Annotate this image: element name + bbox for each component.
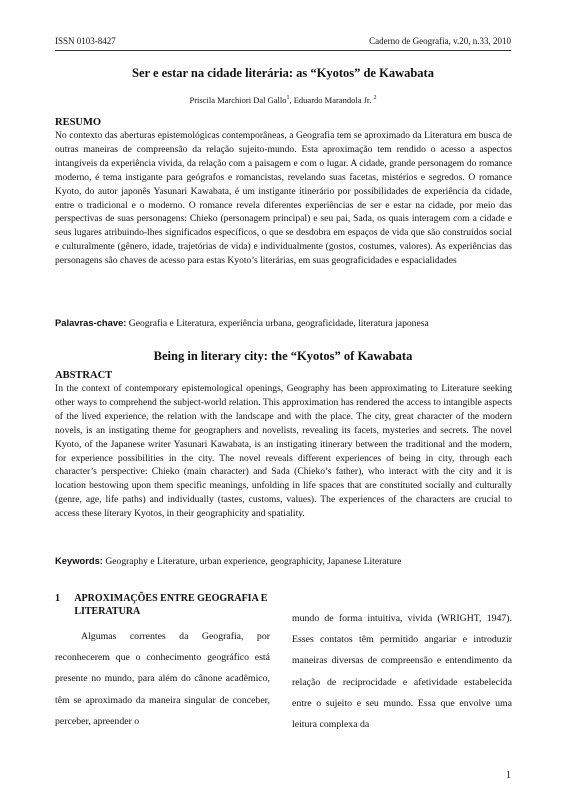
authors-line: [55, 95, 511, 105]
abstract-heading: ABSTRACT: [55, 370, 113, 381]
author-1-note: 1: [286, 95, 290, 102]
keywords-en-label: Keywords:: [55, 555, 103, 566]
author-1: Priscila Marchiori Dal Gallo: [189, 95, 287, 105]
keywords-pt: [55, 317, 512, 329]
column-left-text: Algumas correntes da Geografia, por reconhecerem que o conhecimento geográfico está presente no mundo, para além do cânone acadêmico, têm se aproximado da maneira singular de conceber, perceber, apreender o: [55, 631, 270, 727]
keywords-pt-text: Geografia e Literatura, experiência urbana, geograficidade, literatura japonesa: [126, 318, 429, 329]
section-1-title: APROXIMAÇÕES ENTRE GEOGRAFIA E LITERATURA: [74, 593, 268, 617]
author-2: Eduardo Marandola Jr.: [293, 95, 372, 105]
keywords-en-text: Geography e Literature, urban experience, geographicity, Japanese Literature: [102, 556, 402, 567]
issn-label: ISSN 0103-8427: [55, 36, 116, 46]
title-english: Being in literary city: the “Kyotos” of Kawabata: [153, 349, 413, 363]
keywords-en: [55, 555, 512, 567]
running-header: [55, 36, 511, 51]
journal-label: Caderno de Geografia, v.20, n.33, 2010: [369, 36, 511, 46]
page-number: 1: [506, 770, 511, 781]
abstract-text: In the context of contemporary epistemological openings, Geography has been approximating to Literature seeking other ways to comprehend the subject-world relation. This approximation has rendered the access to intangible aspects of the lived experience, the relation with the landscape and with the place. The city, great character of the modern novels, is an instigating theme for geographers and novelists, revealing its facets, mysteries and secrets. The novel Kyoto, of the Japanese writer Yasunari Kawabata, is an instigating itinerary between the traditional and the modern, for experience possibilities in the city. The novel reveals different experiences of being in city, through each character’s perspective: Chieko (main character) and Sada (Chieko’s father), who interact with the city and it is location bestowing upon them specific meanings, unfolding in life spaces that are constituted socially and culturally (genre, age, life paths) and individually (tastes, customs, values). The experiences of the characters are crucial to access these literary Kyotos, in their geographicity and spatiality.: [55, 383, 512, 520]
resumo-heading: RESUMO: [55, 117, 102, 128]
keywords-pt-label: Palavras-chave:: [55, 317, 127, 328]
author-2-note: 2: [373, 95, 377, 102]
section-1-number: 1: [55, 593, 60, 604]
section-1-heading: [55, 592, 285, 618]
column-right-text: mundo de forma intuitiva, vivida (WRIGHT, 1947). Esses contatos têm permitido angariar e introduzir maneiras diversas de compreensão e entendimento da relação de reciprocidade e afetividade estabelecida entre o sujeito e seu mundo. Essa que envolve uma leitura complexa da: [292, 613, 512, 731]
author-separator: ,: [289, 95, 294, 105]
resumo-text: No contexto das aberturas epistemológicas contemporâneas, a Geografia tem se aproximado da Literatura em busca de outras maneiras de compreensão da relação sujeito-mundo. Esta aproximação tem rendido o acesso a aspectos intangíveis da experiência vivida, da relação com a paisagem e com o lugar. A cidade, grande personagem do romance moderno, é tema instigante para geógrafos e romancistas, revelando suas facetas, mistérios e segredos. O romance Kyoto, do autor japonês Yasunari Kawabata, é um instigante itinerário por possibilidades de experiência da cidade, entre o tradicional e o moderno. O romance revela diferentes experiências de ser e estar na cidade, por meio das perspectivas de suas personagens: Chieko (personagem principal) e seu pai, Sada, os quais interagem com a cidade e seus lugares atribuindo-lhes significados específicos, o que se desdobra em espaços de vida que são construídos social e culturalmente (gênero, idade, trajetórias de vida) e individualmente (gostos, costumes, valores). As experiências das personagens são chaves de acesso para estas Kyoto’s literárias, em suas geograficidades e espacialidades: [55, 130, 512, 267]
title-portuguese: Ser e estar na cidade literária: as “Kyotos” de Kawabata: [132, 66, 434, 80]
